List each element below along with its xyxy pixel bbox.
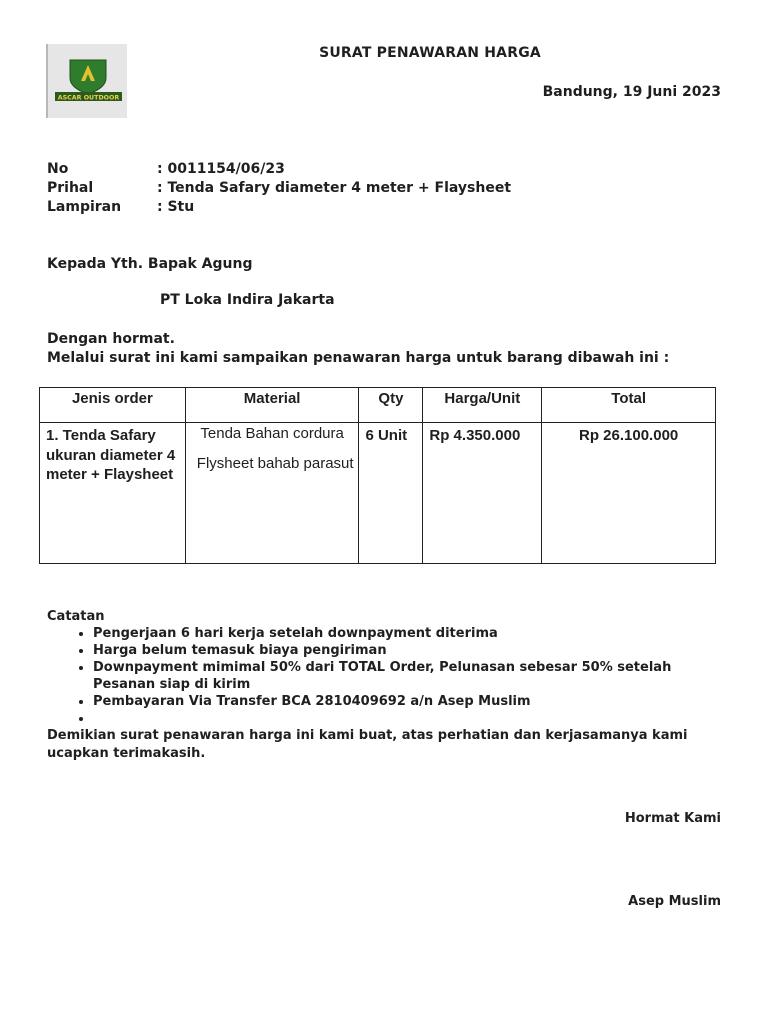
notes-list: [47, 625, 693, 727]
cell-jenis-order: 1. Tenda Safary ukuran diameter 4 meter + Flaysheet: [40, 423, 186, 564]
meta-no: [47, 161, 285, 177]
meta-label: No: [47, 161, 69, 177]
header-qty: Qty: [359, 388, 423, 423]
meta-value: : 0011154/06/23: [157, 161, 285, 177]
order-table: [39, 387, 716, 564]
meta-value: : Tenda Safary diameter 4 meter + Flaysheet: [157, 180, 512, 196]
meta-value: : Stu: [157, 199, 195, 215]
logo-brand-text: ASCAR OUTDOOR: [57, 94, 120, 102]
list-item: • Downpayment mimimal 50% dari TOTAL Order, Pelunasan sebesar 50% setelah Pesanan siap di kirim: [93, 659, 693, 693]
cell-material: [185, 423, 359, 564]
place-date: Bandung, 19 Juni 2023: [542, 84, 721, 100]
table-header-row: [40, 388, 716, 423]
cell-total: Rp 26.100.000: [542, 423, 716, 564]
meta-label: Lampiran: [47, 199, 122, 215]
list-item-empty: [93, 710, 693, 727]
material-line-2: Flysheet bahab parasut: [196, 455, 354, 472]
list-item: • Harga belum temasuk biaya pengiriman: [93, 642, 693, 659]
cell-qty: 6 Unit: [359, 423, 423, 564]
intro-text: Melalui surat ini kami sampaikan penawaran harga untuk barang dibawah ini :: [47, 350, 670, 366]
recipient-name: Kepada Yth. Bapak Agung: [47, 256, 253, 272]
header-total: Total: [542, 388, 716, 423]
letter-title: SURAT PENAWARAN HARGA: [319, 45, 541, 61]
notes-heading: Catatan: [47, 609, 105, 624]
material-line-1: Tenda Bahan cordura: [200, 425, 344, 442]
meta-label: Prihal: [47, 180, 94, 196]
header-harga-unit: Harga/Unit: [423, 388, 542, 423]
list-item: • Pembayaran Via Transfer BCA 2810409692 a/n Asep Muslim: [93, 693, 693, 710]
closing-text: Demikian surat penawaran harga ini kami buat, atas perhatian dan kerjasamanya kami ucapkan terimakasih.: [47, 728, 688, 761]
signer-name: Asep Muslim: [628, 894, 721, 909]
cell-harga-unit: Rp 4.350.000: [423, 423, 542, 564]
greeting: Dengan hormat.: [47, 331, 175, 347]
regards-text: Hormat Kami: [624, 811, 721, 826]
list-item: • Pengerjaan 6 hari kerja setelah downpayment diterima: [93, 625, 693, 642]
meta-subject: [47, 180, 511, 196]
meta-attachment: [47, 199, 194, 215]
header-jenis-order: Jenis order: [40, 388, 186, 423]
table-row: [40, 423, 716, 564]
recipient-company: PT Loka Indira Jakarta: [160, 292, 335, 308]
header-material: Material: [185, 388, 359, 423]
notes-section: [47, 608, 693, 727]
